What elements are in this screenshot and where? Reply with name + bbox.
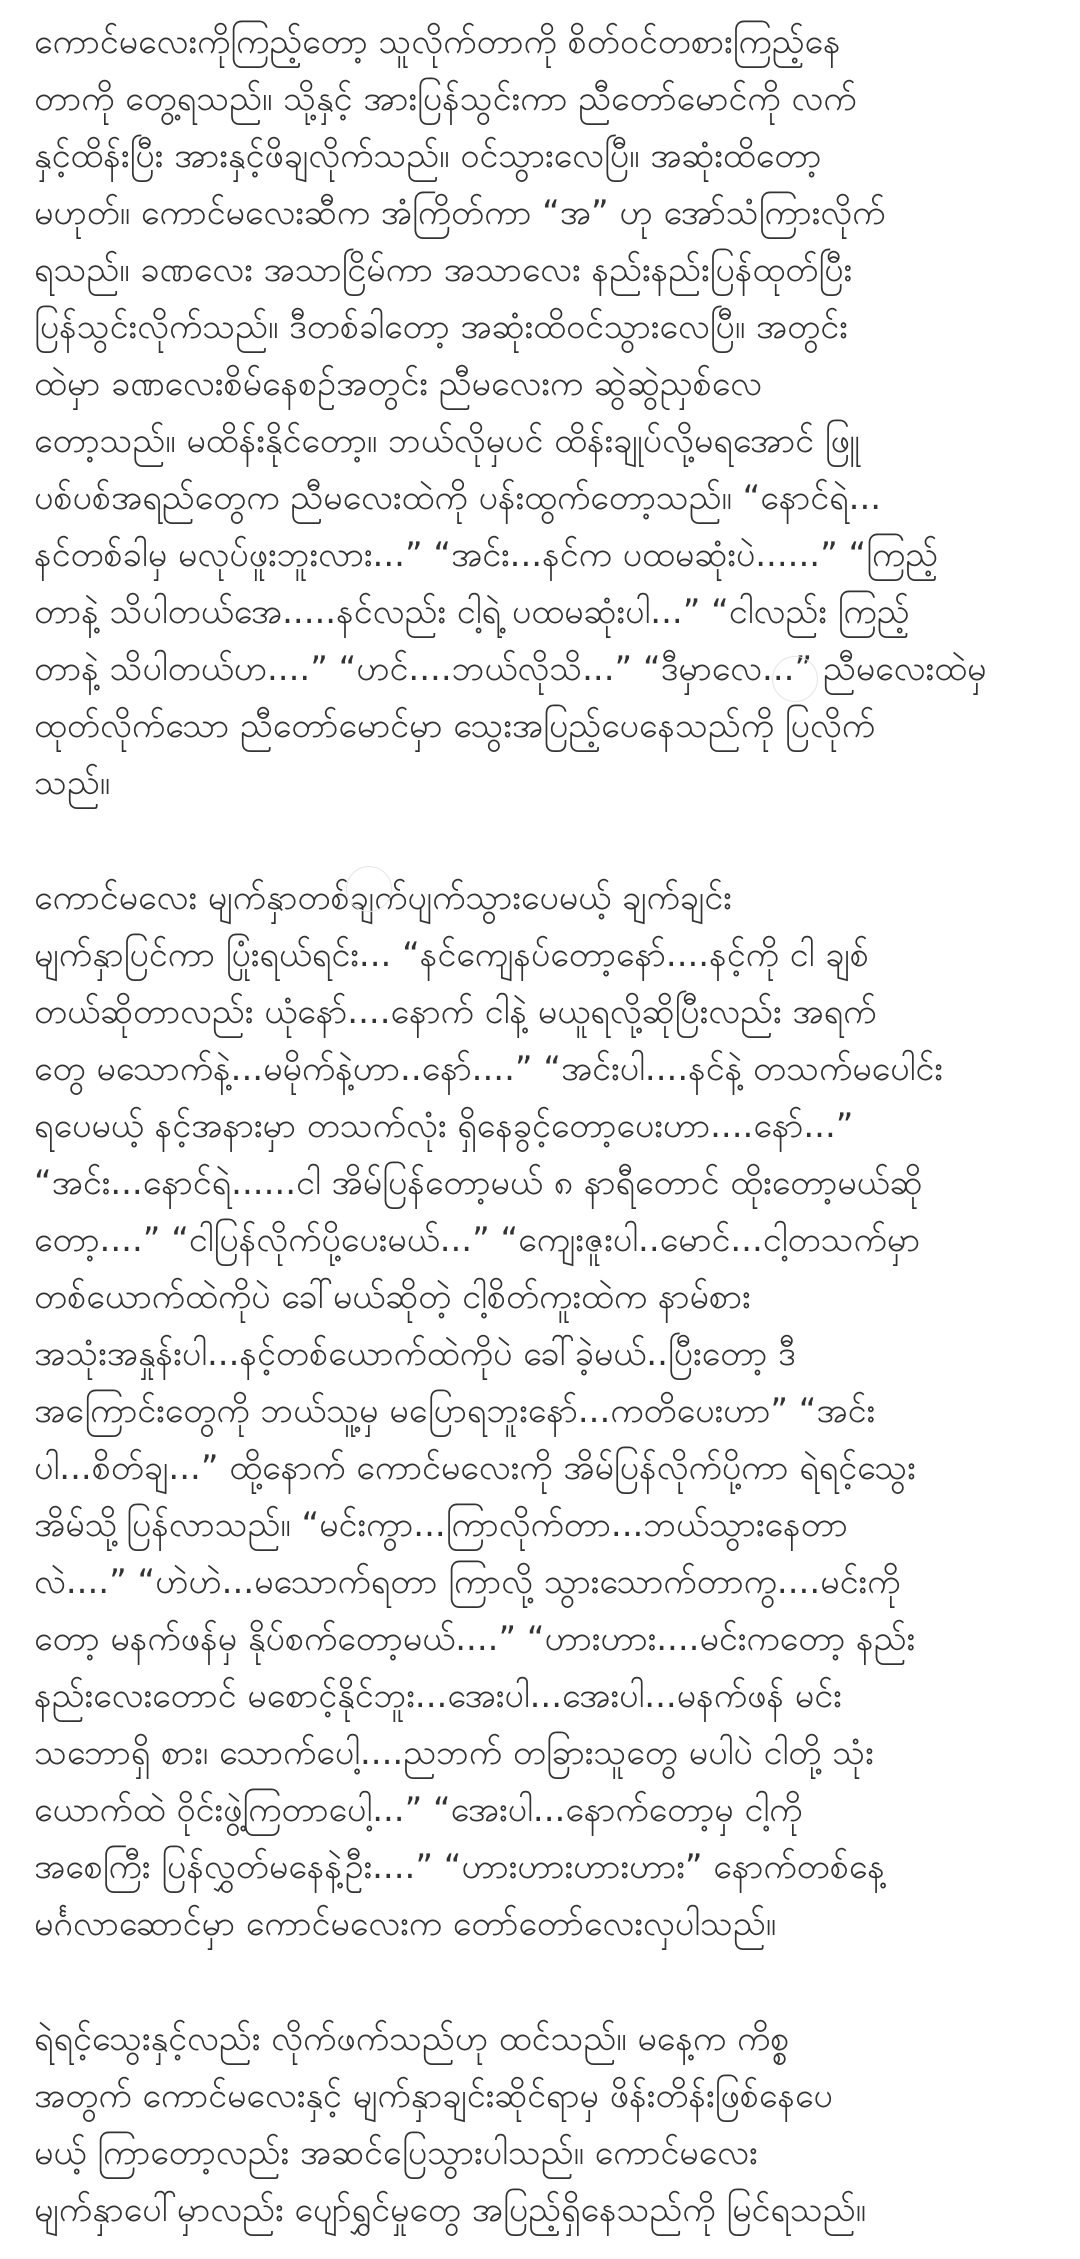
paragraph-1: ကောင်မလေးကိုကြည့်တော့ သူလိုက်တာကို စိတ်ဝင်တစားကြည့်နေ တာကို တွေ့ရသည်။ သို့နှင့် အားပြန်သွင်းကာ ညီတော်မောင်ကို လက် နှင့်ထိန်းပြီး အားနှင့်ဖိချလိုက်သည်။ ဝင်သွားလေပြီ။ အဆုံးထိတော့ မဟုတ်။ ကောင်မလေးဆီက အံကြိတ်ကာ “အ” ဟု အော်သံကြားလိုက် ရသည်။ ခဏလေး အသာငြိမ်ကာ အသာလေး နည်းနည်းပြန်ထုတ်ပြီး ပြန်သွင်းလိုက်သည်။ ဒီတစ်ခါတော့ အဆုံးထိဝင်သွားလေပြီ။ အတွင်း ထဲမှာ ခဏလေးစိမ်နေစဉ်အတွင်း ညီမလေးက ဆွဲဆွဲညှစ်လေ တော့သည်။ မထိန်းနိုင်တော့။ ဘယ်လိုမှပင် ထိန်းချုပ်လို့မရအောင် ဖြူ ပစ်ပစ်အရည်တွေက ညီမလေးထဲကို ပန်းထွက်တော့သည်။ “နောင်ရဲ... နင်တစ်ခါမှ မလုပ်ဖူးဘူးလား...” “အင်း...နင်က ပထမဆုံးပဲ......” “ကြည့် တာနဲ့ သိပါတယ်အေ.....နင်လည်း ငါ့ရဲ့ ပထမဆုံးပါ...” “ငါလည်း ကြည့် တာနဲ့ သိပါတယ်ဟ....” “ဟင်....ဘယ်လိုသိ...” “ဒီမှာလေ...” ညီမလေးထဲမှ ထုတ်လိုက်သော ညီတော်မောင်မှာ သွေးအပြည့်ပေနေသည်ကို ပြလိုက် သည်။ (34, 22, 987, 803)
paragraph-3: ရဲရင့်သွေးနှင့်လည်း လိုက်ဖက်သည်ဟု ထင်သည်။ မနေ့က ကိစ္စ အတွက် ကောင်မလေးနှင့် မျက်နှာချင်းဆိုင်ရာမှ ဖိန်းတိန်းဖြစ်နေပေ မယ့် ကြာတော့လည်း အဆင်ပြေသွားပါသည်။ ကောင်မလေး မျက်နှာပေါ်မှာလည်း ပျော်ရွှင်မှုတွေ အပြည့်ရှိနေသည်ကို မြင်ရသည်။ (34, 2019, 866, 2230)
paragraph-2: ကောင်မလေး မျက်နှာတစ်ချက်ပျက်သွားပေမယ့် ချက်ချင်း မျက်နှာပြင်ကာ ပြုံးရယ်ရင်း... “နင်ကျေနပ်တော့နော်....နင့်ကို ငါ ချစ် တယ်ဆိုတာလည်း ယုံနော်....နောက် ငါနဲ့ မယူရလို့ဆိုပြီးလည်း အရက် တွေ မသောက်နဲ့...မမိုက်နဲ့ဟာ..နော်....” “အင်းပါ....နင်နဲ့ တသက်မပေါင်း ရပေမယ့် နင့်အနားမှာ တသက်လုံး ရှိနေခွင့်တော့ပေးဟာ....နော်...” “အင်း...နောင်ရဲ......ငါ အိမ်ပြန်တော့မယ် ၈ နာရီတောင် ထိုးတော့မယ်ဆို တော့....” “ငါပြန်လိုက်ပို့ပေးမယ်...” “ကျေးဇူးပါ..မောင်...ငါ့တသက်မှာ တစ်ယောက်ထဲကိုပဲ ခေါ်မယ်ဆိုတဲ့ ငါ့စိတ်ကူးထဲက နာမ်စား အသုံးအနှုန်းပါ...နင့်တစ်ယောက်ထဲကိုပဲ ခေါ်ခဲ့မယ်..ပြီးတော့ ဒီ အကြောင်းတွေကို ဘယ်သူ့မှ မပြောရဘူးနော်...ကတိပေးဟာ” “အင်း ပါ...စိတ်ချ...” ထို့နောက် ကောင်မလေးကို အိမ်ပြန်လိုက်ပို့ကာ ရဲရင့်သွေး အိမ်သို့ပြန်လာသည်။ “မင်းကွာ...ကြာလိုက်တာ...ဘယ်သွားနေတာ လဲ....” “ဟဲဟဲ...မသောက်ရတာ ကြာလို့ သွားသောက်တာကွ....မင်းကို တော့ မနက်ဖန်မှ နိုပ်စက်တော့မယ်....” “ဟားဟား....မင်းကတော့ နည်း နည်းလေးတောင် မစောင့်နိုင်ဘူး...အေးပါ...အေးပါ...မနက်ဖန် မင်း သဘောရှိ စား၊ သောက်ပေါ့....ညဘက် တခြားသူတွေ မပါပဲ ငါတို့ သုံး ယောက်ထဲ ဝိုင်းဖွဲ့ကြတာပေါ့...” “အေးပါ...နောက်တော့မှ ငါ့ကို အစေကြီး ပြန်လွှတ်မနေနဲ့ဦး....” “ဟားဟားဟားဟား” နောက်တစ်နေ့ မင်္ဂလာဆောင်မှာ ကောင်မလေးက တော်တော်လေးလှပါသည်။ (34, 878, 943, 1944)
